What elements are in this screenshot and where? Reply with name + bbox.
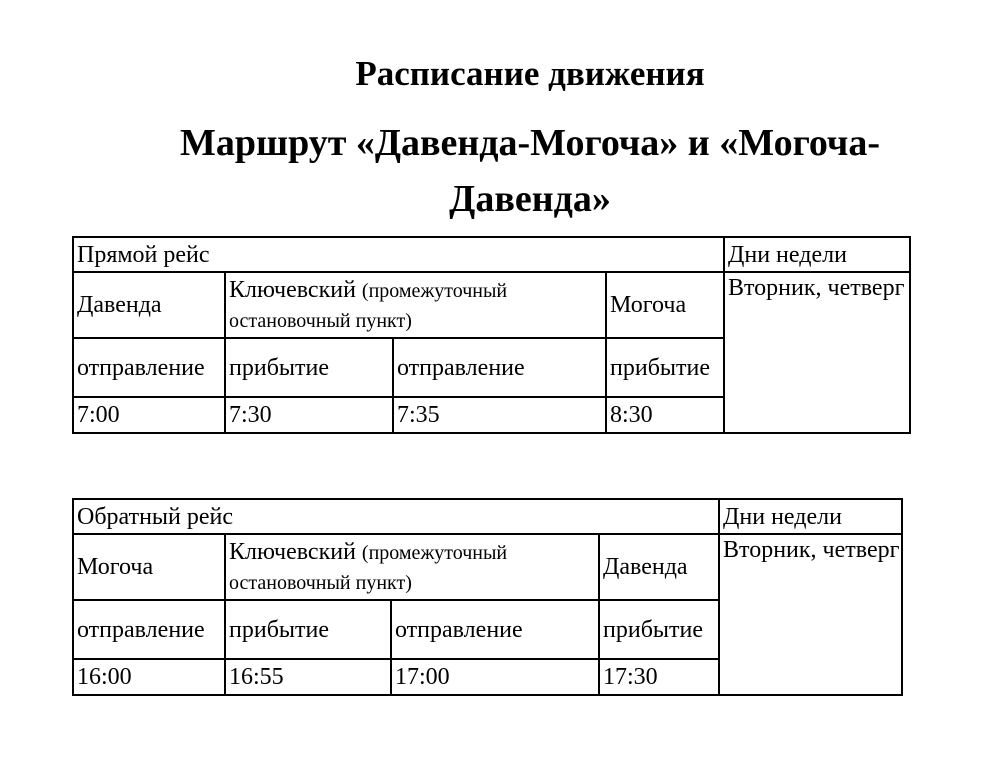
- forward-time-2: 7:30: [225, 397, 393, 433]
- return-stop-mid-name: Ключевский: [229, 539, 356, 565]
- forward-time-3: 7:35: [393, 397, 606, 433]
- return-col-departure-1: отправление: [73, 600, 225, 659]
- return-header: Обратный рейс: [73, 499, 719, 534]
- return-time-3: 17:00: [391, 659, 599, 695]
- forward-stop-mid-name: Ключевский: [229, 277, 356, 303]
- forward-col-arrival-1: прибытие: [225, 338, 393, 397]
- forward-col-departure-1: отправление: [73, 338, 225, 397]
- return-col-departure-2: отправление: [391, 600, 599, 659]
- return-days-header: Дни недели: [719, 499, 902, 534]
- forward-days-header: Дни недели: [724, 237, 910, 272]
- return-stop-mid-note: (промежуточный остановочный пункт): [229, 542, 508, 594]
- return-days: Вторник, четверг: [719, 534, 902, 695]
- forward-stop-start: Давенда: [73, 272, 225, 338]
- return-time-2: 16:55: [225, 659, 391, 695]
- forward-time-4: 8:30: [606, 397, 724, 433]
- return-stop-start: Могоча: [73, 534, 225, 600]
- forward-col-departure-2: отправление: [393, 338, 606, 397]
- forward-col-arrival-2: прибытие: [606, 338, 724, 397]
- forward-stop-mid: [225, 272, 606, 338]
- return-col-arrival-2: прибытие: [599, 600, 719, 659]
- return-time-4: 17:30: [599, 659, 719, 695]
- return-stop-mid: [225, 534, 599, 600]
- forward-stop-end: Могоча: [606, 272, 724, 338]
- return-schedule-table: [72, 498, 903, 696]
- table-row: [73, 272, 910, 338]
- forward-time-1: 7:00: [73, 397, 225, 433]
- forward-stop-mid-note: (промежуточный остановочный пункт): [229, 280, 508, 332]
- forward-days: Вторник, четверг: [724, 272, 910, 433]
- table-row: [73, 237, 910, 272]
- route-title: Маршрут «Давенда-Могоча» и «Могоча-Давенда»: [180, 122, 880, 220]
- return-col-arrival-1: прибытие: [225, 600, 391, 659]
- table-row: [73, 534, 902, 600]
- forward-schedule-table: [72, 236, 911, 434]
- table-row: [73, 499, 902, 534]
- forward-header: Прямой рейс: [73, 237, 724, 272]
- page-title: Расписание движения: [355, 54, 705, 93]
- return-time-1: 16:00: [73, 659, 225, 695]
- return-stop-end: Давенда: [599, 534, 719, 600]
